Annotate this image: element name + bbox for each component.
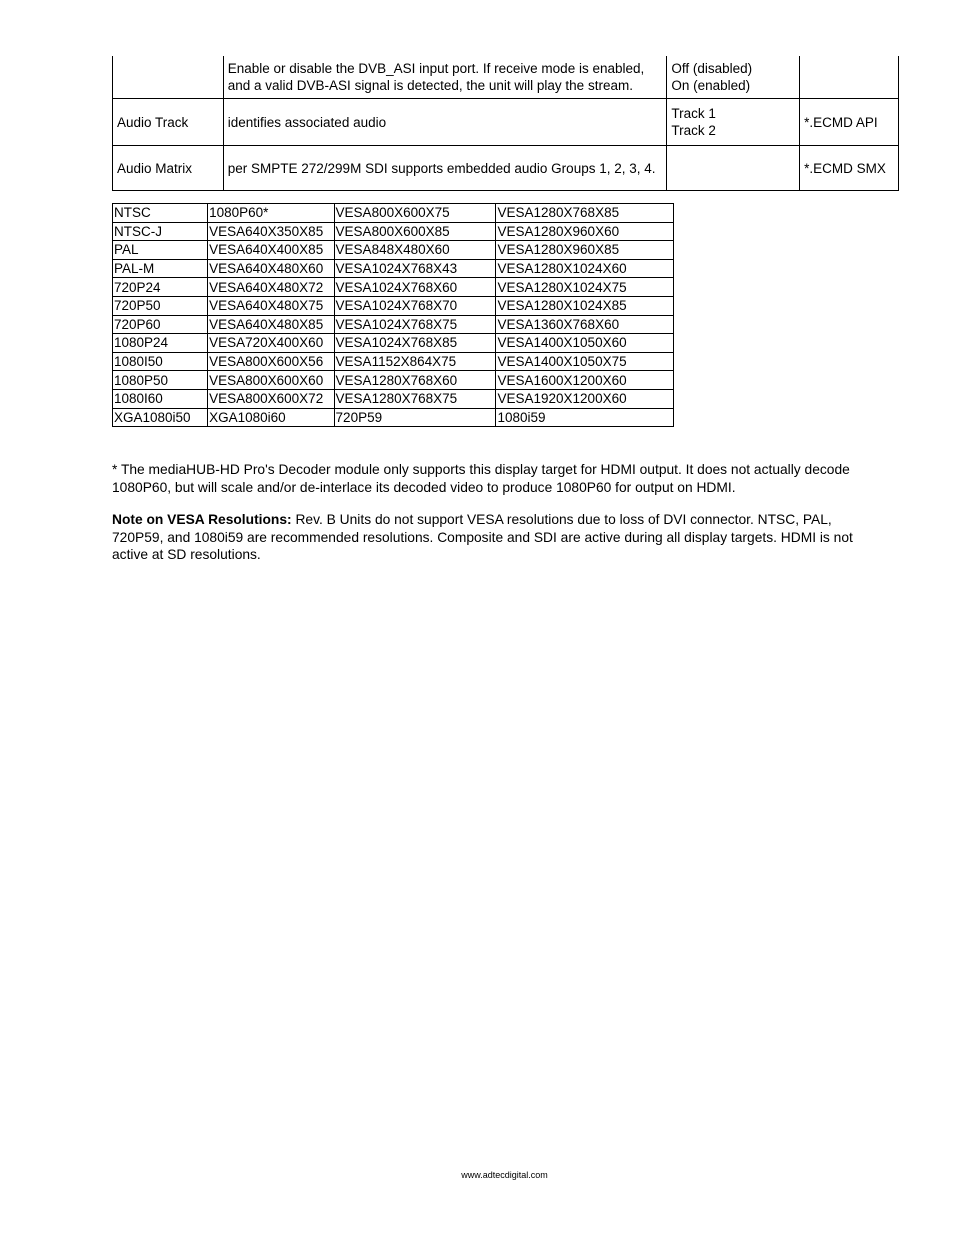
resolution-cell: VESA1280X960X85 [496, 241, 674, 260]
resolution-cell: VESA1024X768X85 [334, 334, 496, 353]
resolution-cell: XGA1080i50 [113, 408, 208, 427]
resolution-cell: VESA1280X768X60 [334, 371, 496, 390]
footnote: * The mediaHUB-HD Pro's Decoder module only supports this display target for HDMI output. It does not actually decode 1080P60, but will scale and/or de-interlace its decoded video to produce 1080P60 for output on HDMI. [112, 462, 850, 495]
parameter-name-cell [113, 56, 224, 99]
table-row [113, 278, 674, 297]
vesa-note-text: Rev. B Units do not support VESA resolutions due to loss of DVI connector. NTSC, PAL, 720P59, and 1080i59 are recommended resolutions. Composite and SDI are active during all display targets. HDMI is not active at SD resolutions. [112, 512, 853, 562]
footer-url: www.adtecdigital.com [461, 1170, 548, 1180]
resolution-cell: VESA800X600X85 [334, 222, 496, 241]
table-row [113, 99, 899, 146]
resolution-cell: VESA848X480X60 [334, 241, 496, 260]
resolution-cell: 1080P50 [113, 371, 208, 390]
parameter-command-cell: *.ECMD SMX [800, 146, 899, 191]
resolution-cell: 720P59 [334, 408, 496, 427]
parameter-description-cell: per SMPTE 272/299M SDI supports embedded audio Groups 1, 2, 3, 4. [223, 146, 667, 191]
resolution-cell: VESA720X400X60 [208, 334, 334, 353]
resolution-cell: VESA800X600X60 [208, 371, 334, 390]
resolution-cell: NTSC [113, 204, 208, 223]
resolution-cell: VESA1024X768X43 [334, 259, 496, 278]
resolution-cell: 1080I50 [113, 352, 208, 371]
resolution-cell: VESA1400X1050X75 [496, 352, 674, 371]
parameter-table [112, 56, 899, 191]
table-row [113, 371, 674, 390]
table-row [113, 222, 674, 241]
resolution-cell: VESA1920X1200X60 [496, 389, 674, 408]
resolution-cell: 1080P60* [208, 204, 334, 223]
resolution-cell: VESA1280X960X60 [496, 222, 674, 241]
resolution-cell: PAL [113, 241, 208, 260]
resolution-cell: VESA1360X768X60 [496, 315, 674, 334]
resolution-cell: VESA640X480X75 [208, 296, 334, 315]
resolution-cell: VESA800X600X72 [208, 389, 334, 408]
resolution-cell: VESA1024X768X70 [334, 296, 496, 315]
table-row [113, 352, 674, 371]
parameter-values-cell: Off (disabled) On (enabled) [667, 56, 800, 99]
resolution-cell: NTSC-J [113, 222, 208, 241]
table-row [113, 259, 674, 278]
resolution-cell: XGA1080i60 [208, 408, 334, 427]
resolution-cell: 720P50 [113, 296, 208, 315]
resolution-cell: VESA640X400X85 [208, 241, 334, 260]
resolution-cell: VESA1280X1024X60 [496, 259, 674, 278]
table-row [113, 56, 899, 99]
table-row [113, 315, 674, 334]
resolution-cell: VESA640X350X85 [208, 222, 334, 241]
vesa-note-heading: Note on VESA Resolutions: [112, 512, 292, 527]
resolution-cell: VESA1152X864X75 [334, 352, 496, 371]
table-row [113, 408, 674, 427]
resolution-cell: VESA800X600X56 [208, 352, 334, 371]
resolution-cell: VESA800X600X75 [334, 204, 496, 223]
table-row [113, 204, 674, 223]
parameter-values-cell [667, 146, 800, 191]
resolution-cell: 1080P24 [113, 334, 208, 353]
table-row [113, 146, 899, 191]
resolution-cell: VESA1024X768X60 [334, 278, 496, 297]
resolution-cell: 720P24 [113, 278, 208, 297]
parameter-name-cell: Audio Matrix [113, 146, 224, 191]
parameter-values-cell: Track 1 Track 2 [667, 99, 800, 146]
vesa-note [112, 511, 872, 564]
table-row [113, 296, 674, 315]
resolution-cell: VESA640X480X85 [208, 315, 334, 334]
resolution-cell: VESA1280X1024X85 [496, 296, 674, 315]
resolution-cell: VESA1280X1024X75 [496, 278, 674, 297]
resolution-cell: VESA640X480X72 [208, 278, 334, 297]
resolution-cell: 1080i59 [496, 408, 674, 427]
resolution-cell: 1080I60 [113, 389, 208, 408]
parameter-command-cell: *.ECMD API [800, 99, 899, 146]
display-target-table [112, 203, 674, 427]
parameter-command-cell [800, 56, 899, 99]
resolution-cell: VESA1024X768X75 [334, 315, 496, 334]
parameter-description-cell: identifies associated audio [223, 99, 667, 146]
parameter-name-cell: Audio Track [113, 99, 224, 146]
resolution-cell: VESA1400X1050X60 [496, 334, 674, 353]
parameter-description-cell: Enable or disable the DVB_ASI input port. If receive mode is enabled, and a valid DVB-ASI signal is detected, the unit will play the stream. [223, 56, 667, 99]
resolution-cell: VESA1600X1200X60 [496, 371, 674, 390]
table-row [113, 389, 674, 408]
resolution-cell: VESA1280X768X75 [334, 389, 496, 408]
resolution-cell: VESA640X480X60 [208, 259, 334, 278]
resolution-cell: VESA1280X768X85 [496, 204, 674, 223]
resolution-cell: 720P60 [113, 315, 208, 334]
resolution-cell: PAL-M [113, 259, 208, 278]
table-row [113, 334, 674, 353]
table-row [113, 241, 674, 260]
